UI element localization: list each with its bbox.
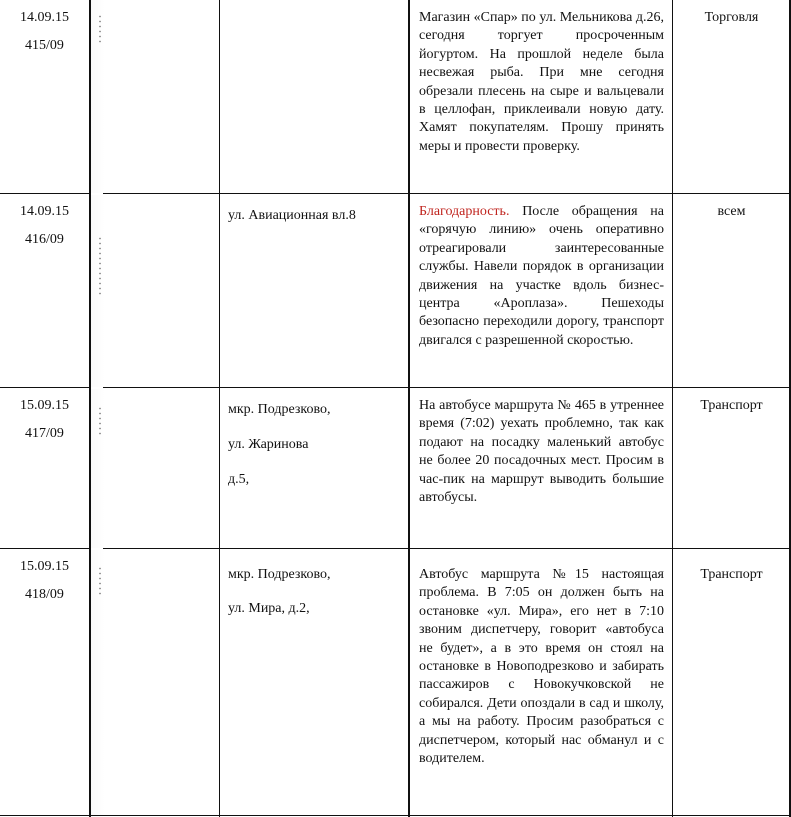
record-number: 418/09 — [25, 587, 64, 602]
table-row — [0, 549, 791, 815]
address-cell — [228, 206, 403, 226]
table-row-divider — [0, 815, 791, 816]
address-line: ул. Авиационная вл.8 — [228, 208, 356, 223]
message-cell — [419, 194, 664, 350]
category-cell: Транспорт — [700, 398, 763, 413]
address-line: мкр. Подрезково, — [228, 567, 331, 582]
message-cell — [419, 388, 664, 507]
message-cell — [419, 549, 664, 768]
category-cell: Торговля — [704, 10, 759, 25]
address-line: мкр. Подрезково, — [228, 402, 331, 417]
address-line: ул. Жаринова — [228, 437, 309, 452]
record-number: 416/09 — [25, 232, 64, 247]
date: 14.09.15 — [20, 10, 69, 25]
date: 15.09.15 — [20, 559, 69, 574]
message-text: После обращения на «горячую линию» очень оперативно отреагировали заинтересованные службы. Навели порядок в организации движения на участке вдоль бизнес-центра «Ароплаза». Пешеходы безопасно переходили дорогу, транспорт двигался с разрешенной скоростью. — [419, 204, 664, 348]
thanks-label: Благодарность. — [419, 204, 510, 219]
record-number: 417/09 — [25, 426, 64, 441]
date-cell — [0, 194, 89, 254]
table-row — [0, 388, 791, 548]
message-text: Магазин «Спар» по ул. Мельникова д.26, сегодня торгует просроченным йогуртом. На прошлой неделе была несвежая рыба. При мне сегодня обрезали плесень на сыре и вальцевали в целлофан, приклеивали новую дату. Хамят покупателям. Прошу принять меры и провести проверку. — [419, 10, 664, 154]
date-cell — [0, 388, 89, 448]
category-cell: всем — [717, 204, 746, 219]
date-cell — [0, 0, 89, 60]
message-text: Автобус маршрута №15 настоящая проблема. В 7:05 он должен быть на остановке «ул. Мира», его нет в 7:10 звоним диспетчеру, говорит «автобуса не будет», а в это время он стоял на остановке в Новоподрезково и забирать пассажиров с Новокучковской не собирался. Дети опоздали в сад и школу, а мы на работу. Просим разобраться с диспетчером, который нас обманул и с водителем. — [419, 567, 664, 767]
address-line: д.5, — [228, 472, 250, 487]
date-cell — [0, 549, 89, 609]
address-line: ул. Мира, д.2, — [228, 601, 310, 616]
table-row — [0, 194, 791, 387]
date: 14.09.15 — [20, 204, 69, 219]
date: 15.09.15 — [20, 398, 69, 413]
message-cell — [419, 0, 664, 156]
message-text: На автобусе маршрута № 465 в утреннее время (7:02) уехать проблемно, так как подают на посадку маленький автобус не более 20 посадочных мест. Просим в час-пик на маршрут выводить большие автобусы. — [419, 398, 664, 506]
address-cell — [228, 565, 403, 619]
record-number: 415/09 — [25, 38, 64, 53]
table-row — [0, 0, 791, 193]
category-cell: Транспорт — [700, 567, 763, 582]
address-cell — [228, 400, 403, 490]
